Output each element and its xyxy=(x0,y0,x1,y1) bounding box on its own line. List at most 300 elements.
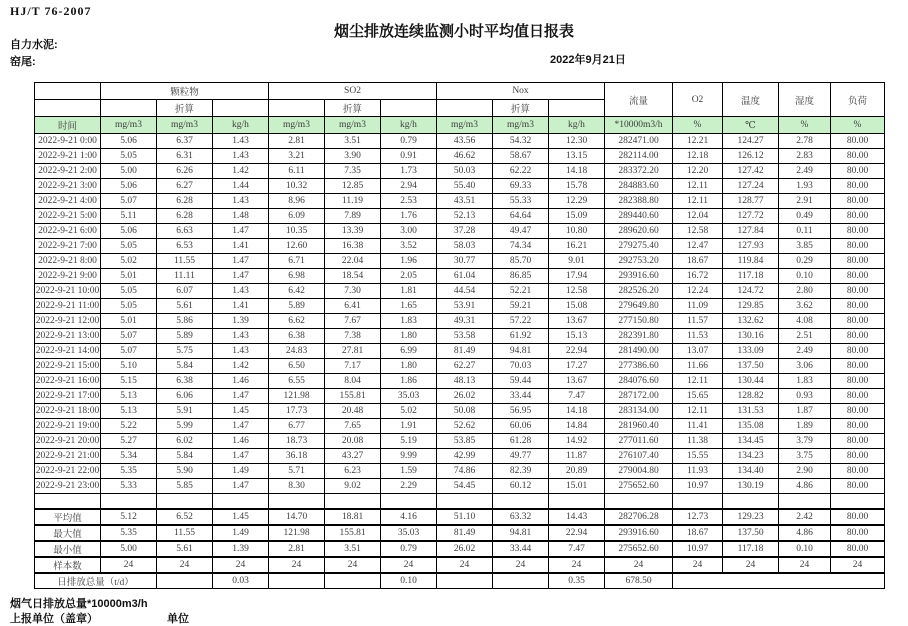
value-cell: 27.81 xyxy=(325,344,381,359)
table-row xyxy=(35,374,885,389)
value-cell: 13.39 xyxy=(325,224,381,239)
value-cell: 54.45 xyxy=(437,479,493,494)
value-cell: 43.27 xyxy=(325,449,381,464)
empty-cell xyxy=(493,494,549,510)
monitoring-table xyxy=(34,82,885,589)
value-cell: 24 xyxy=(437,557,493,573)
header-spacer xyxy=(213,100,269,117)
value-cell: 282706.28 xyxy=(605,509,673,525)
value-cell: 131.53 xyxy=(723,404,779,419)
value-cell: 289440.60 xyxy=(605,209,673,224)
value-cell: 275652.60 xyxy=(605,479,673,494)
value-cell: 80.00 xyxy=(831,479,885,494)
value-cell: 1.80 xyxy=(381,329,437,344)
value-cell: 12.58 xyxy=(673,224,723,239)
value-cell: 80.00 xyxy=(831,541,885,557)
value-cell: 10.32 xyxy=(269,179,325,194)
time-header: 时间 xyxy=(35,117,101,134)
value-cell: 7.67 xyxy=(325,314,381,329)
value-cell: 24 xyxy=(269,557,325,573)
value-cell: 49.47 xyxy=(493,224,549,239)
value-cell: 13.67 xyxy=(549,314,605,329)
unit-cell: ℃ xyxy=(723,117,779,134)
value-cell: 5.85 xyxy=(157,479,213,494)
value-cell: 7.89 xyxy=(325,209,381,224)
value-cell: 4.86 xyxy=(779,525,831,541)
empty-cell xyxy=(549,494,605,510)
value-cell: 130.16 xyxy=(723,329,779,344)
value-cell: 5.13 xyxy=(101,404,157,419)
value-cell: 5.35 xyxy=(101,464,157,479)
company-label: 自力水泥: xyxy=(10,39,58,51)
value-cell: 2.83 xyxy=(779,149,831,164)
value-cell: 18.73 xyxy=(269,434,325,449)
value-cell: 12.11 xyxy=(673,194,723,209)
value-cell: 81.49 xyxy=(437,525,493,541)
daily-total-label: 日排放总量（t/d） xyxy=(35,573,157,589)
value-cell: 18.67 xyxy=(673,525,723,541)
time-cell: 2022-9-21 5:00 xyxy=(35,209,101,224)
value-cell: 86.85 xyxy=(493,269,549,284)
value-cell: 5.61 xyxy=(157,299,213,314)
value-cell: 6.52 xyxy=(157,509,213,525)
value-cell: 9.99 xyxy=(381,449,437,464)
time-cell: 2022-9-21 17:00 xyxy=(35,389,101,404)
value-cell: 121.98 xyxy=(269,389,325,404)
value-cell: 80.00 xyxy=(831,224,885,239)
value-cell: 80.00 xyxy=(831,419,885,434)
value-cell: 7.47 xyxy=(549,541,605,557)
value-cell: 292753.20 xyxy=(605,254,673,269)
table-row xyxy=(35,134,885,149)
header-spacer xyxy=(269,100,325,117)
value-cell xyxy=(493,573,549,589)
value-cell: 281490.00 xyxy=(605,344,673,359)
table-row xyxy=(35,389,885,404)
value-cell: 15.01 xyxy=(549,479,605,494)
value-cell: 7.17 xyxy=(325,359,381,374)
value-cell: 10.35 xyxy=(269,224,325,239)
empty-cell xyxy=(673,494,723,510)
value-cell: 5.02 xyxy=(101,254,157,269)
value-cell: 11.87 xyxy=(549,449,605,464)
value-cell: 6.55 xyxy=(269,374,325,389)
value-cell: 22.04 xyxy=(325,254,381,269)
value-cell: 3.21 xyxy=(269,149,325,164)
value-cell: 117.18 xyxy=(723,541,779,557)
value-cell: 132.62 xyxy=(723,314,779,329)
time-cell: 2022-9-21 7:00 xyxy=(35,239,101,254)
value-cell: 30.77 xyxy=(437,254,493,269)
empty-cell xyxy=(381,494,437,510)
value-cell: 5.91 xyxy=(157,404,213,419)
value-cell: 15.13 xyxy=(549,329,605,344)
daily-total-row xyxy=(35,573,885,589)
value-cell: 6.27 xyxy=(157,179,213,194)
value-cell: 282391.80 xyxy=(605,329,673,344)
unit-cell: *10000m3/h xyxy=(605,117,673,134)
value-cell: 80.00 xyxy=(831,179,885,194)
value-cell xyxy=(157,573,213,589)
table-row xyxy=(35,329,885,344)
value-cell: 0.11 xyxy=(779,224,831,239)
value-cell: 1.47 xyxy=(213,254,269,269)
value-cell: 94.81 xyxy=(493,344,549,359)
time-cell: 2022-9-21 12:00 xyxy=(35,314,101,329)
value-cell: 3.06 xyxy=(779,359,831,374)
time-cell: 2022-9-21 3:00 xyxy=(35,179,101,194)
value-cell: 287172.00 xyxy=(605,389,673,404)
value-cell: 6.26 xyxy=(157,164,213,179)
value-cell: 11.38 xyxy=(673,434,723,449)
value-cell: 11.09 xyxy=(673,299,723,314)
value-cell: 6.98 xyxy=(269,269,325,284)
value-cell: 3.90 xyxy=(325,149,381,164)
value-cell: 1.91 xyxy=(381,419,437,434)
summary-label: 最大值 xyxy=(35,525,101,541)
value-cell: 5.01 xyxy=(101,314,157,329)
time-cell: 2022-9-21 22:00 xyxy=(35,464,101,479)
value-cell: 289620.60 xyxy=(605,224,673,239)
subheader-nox-converted: 折算 xyxy=(493,100,549,117)
table-row xyxy=(35,179,885,194)
value-cell: 6.07 xyxy=(157,284,213,299)
empty-cell xyxy=(101,494,157,510)
value-cell: 282114.00 xyxy=(605,149,673,164)
value-cell: 5.86 xyxy=(157,314,213,329)
value-cell: 9.01 xyxy=(549,254,605,269)
value-cell: 43.56 xyxy=(437,134,493,149)
value-cell: 293916.60 xyxy=(605,525,673,541)
header-spacer xyxy=(549,100,605,117)
value-cell: 50.03 xyxy=(437,164,493,179)
value-cell: 12.24 xyxy=(673,284,723,299)
value-cell: 20.89 xyxy=(549,464,605,479)
value-cell: 14.92 xyxy=(549,434,605,449)
value-cell: 12.04 xyxy=(673,209,723,224)
value-cell: 7.30 xyxy=(325,284,381,299)
value-cell: 49.31 xyxy=(437,314,493,329)
value-cell: 12.18 xyxy=(673,149,723,164)
value-cell: 4.08 xyxy=(779,314,831,329)
time-cell: 2022-9-21 6:00 xyxy=(35,224,101,239)
value-cell: 0.49 xyxy=(779,209,831,224)
value-cell xyxy=(269,573,325,589)
value-cell: 24 xyxy=(213,557,269,573)
table-row xyxy=(35,464,885,479)
value-cell: 1.46 xyxy=(213,434,269,449)
value-cell: 80.00 xyxy=(831,314,885,329)
reporting-unit-seal-label: 上报单位（盖章） xyxy=(10,613,98,625)
value-cell: 1.49 xyxy=(213,464,269,479)
time-cell: 2022-9-21 11:00 xyxy=(35,299,101,314)
value-cell: 24 xyxy=(157,557,213,573)
site-label: 窑尾: xyxy=(10,56,36,68)
summary-row xyxy=(35,557,885,573)
value-cell: 2.91 xyxy=(779,194,831,209)
value-cell: 0.10 xyxy=(779,541,831,557)
value-cell: 35.03 xyxy=(381,525,437,541)
time-cell: 2022-9-21 15:00 xyxy=(35,359,101,374)
value-cell: 10.97 xyxy=(673,479,723,494)
value-cell: 14.43 xyxy=(549,509,605,525)
value-cell: 15.65 xyxy=(673,389,723,404)
unit-cell: % xyxy=(673,117,723,134)
value-cell: 1.42 xyxy=(213,359,269,374)
value-cell: 24 xyxy=(723,557,779,573)
value-cell: 61.04 xyxy=(437,269,493,284)
value-cell: 126.12 xyxy=(723,149,779,164)
value-cell: 20.48 xyxy=(325,404,381,419)
value-cell: 81.49 xyxy=(437,344,493,359)
value-cell: 127.72 xyxy=(723,209,779,224)
value-cell: 281960.40 xyxy=(605,419,673,434)
value-cell: 26.02 xyxy=(437,389,493,404)
value-cell: 62.27 xyxy=(437,359,493,374)
header-spacer xyxy=(101,100,157,117)
value-cell: 11.55 xyxy=(157,254,213,269)
value-cell: 59.44 xyxy=(493,374,549,389)
value-cell: 33.44 xyxy=(493,541,549,557)
value-cell: 80.00 xyxy=(831,509,885,525)
value-cell: 11.57 xyxy=(673,314,723,329)
value-cell: 6.11 xyxy=(269,164,325,179)
value-cell: 52.13 xyxy=(437,209,493,224)
value-cell: 35.03 xyxy=(381,389,437,404)
value-cell: 1.47 xyxy=(213,269,269,284)
borderless-filler xyxy=(673,573,885,589)
value-cell: 11.66 xyxy=(673,359,723,374)
value-cell: 2.49 xyxy=(779,344,831,359)
value-cell: 80.00 xyxy=(831,269,885,284)
value-cell: 1.43 xyxy=(213,329,269,344)
value-cell: 12.20 xyxy=(673,164,723,179)
value-cell: 1.81 xyxy=(381,284,437,299)
table-row xyxy=(35,404,885,419)
value-cell: 1.89 xyxy=(779,419,831,434)
value-cell: 6.23 xyxy=(325,464,381,479)
group-header-nox: Nox xyxy=(437,83,605,100)
value-cell: 1.83 xyxy=(381,314,437,329)
value-cell: 5.99 xyxy=(157,419,213,434)
value-cell: 127.24 xyxy=(723,179,779,194)
value-cell: 53.85 xyxy=(437,434,493,449)
value-cell: 53.58 xyxy=(437,329,493,344)
value-cell: 5.75 xyxy=(157,344,213,359)
report-date: 2022年9月21日 xyxy=(550,54,626,66)
value-cell: 0.91 xyxy=(381,149,437,164)
value-cell: 5.10 xyxy=(101,359,157,374)
value-cell: 24 xyxy=(605,557,673,573)
unit-cell: % xyxy=(831,117,885,134)
value-cell: 15.09 xyxy=(549,209,605,224)
value-cell: 6.41 xyxy=(325,299,381,314)
value-cell: 5.00 xyxy=(101,541,157,557)
value-cell: 1.44 xyxy=(213,179,269,194)
unit-cell: mg/m3 xyxy=(493,117,549,134)
table-row xyxy=(35,419,885,434)
value-cell: 127.93 xyxy=(723,239,779,254)
value-cell: 275652.60 xyxy=(605,541,673,557)
value-cell: 80.00 xyxy=(831,389,885,404)
value-cell: 74.86 xyxy=(437,464,493,479)
value-cell: 277386.60 xyxy=(605,359,673,374)
value-cell: 56.95 xyxy=(493,404,549,419)
value-cell: 277150.80 xyxy=(605,314,673,329)
value-cell: 24 xyxy=(381,557,437,573)
value-cell: 8.96 xyxy=(269,194,325,209)
value-cell: 0.29 xyxy=(779,254,831,269)
unit-cell: mg/m3 xyxy=(325,117,381,134)
value-cell: 18.67 xyxy=(673,254,723,269)
table-row xyxy=(35,239,885,254)
value-cell: 14.18 xyxy=(549,404,605,419)
header-spacer xyxy=(35,83,101,100)
value-cell: 80.00 xyxy=(831,344,885,359)
header-row-groups xyxy=(35,83,885,100)
unit-cell: mg/m3 xyxy=(157,117,213,134)
value-cell: 1.43 xyxy=(213,194,269,209)
header-spacer xyxy=(381,100,437,117)
value-cell: 129.23 xyxy=(723,509,779,525)
value-cell: 1.86 xyxy=(381,374,437,389)
value-cell: 279649.80 xyxy=(605,299,673,314)
value-cell: 1.41 xyxy=(213,239,269,254)
value-cell: 6.99 xyxy=(381,344,437,359)
value-cell: 80.00 xyxy=(831,434,885,449)
value-cell: 61.28 xyxy=(493,434,549,449)
table-body xyxy=(35,134,885,589)
value-cell: 5.34 xyxy=(101,449,157,464)
value-cell: 11.19 xyxy=(325,194,381,209)
time-cell: 2022-9-21 9:00 xyxy=(35,269,101,284)
empty-cell xyxy=(779,494,831,510)
summary-row xyxy=(35,509,885,525)
value-cell: 63.32 xyxy=(493,509,549,525)
value-cell: 2.81 xyxy=(269,541,325,557)
value-cell: 16.72 xyxy=(673,269,723,284)
value-cell: 24 xyxy=(325,557,381,573)
unit-cell: kg/h xyxy=(549,117,605,134)
value-cell: 10.97 xyxy=(673,541,723,557)
value-cell: 18.54 xyxy=(325,269,381,284)
unit-cell: mg/m3 xyxy=(437,117,493,134)
value-cell: 135.08 xyxy=(723,419,779,434)
value-cell: 283372.20 xyxy=(605,164,673,179)
value-cell: 0.79 xyxy=(381,541,437,557)
value-cell: 1.47 xyxy=(213,224,269,239)
value-cell: 13.07 xyxy=(673,344,723,359)
empty-cell xyxy=(269,494,325,510)
value-cell: 61.92 xyxy=(493,329,549,344)
value-cell: 282388.80 xyxy=(605,194,673,209)
value-cell: 5.12 xyxy=(101,509,157,525)
value-cell: 1.45 xyxy=(213,509,269,525)
table-row xyxy=(35,224,885,239)
unit-cell: kg/h xyxy=(213,117,269,134)
value-cell: 12.11 xyxy=(673,179,723,194)
header-humidity: 湿度 xyxy=(779,83,831,117)
value-cell: 5.89 xyxy=(269,299,325,314)
value-cell: 5.07 xyxy=(101,194,157,209)
value-cell xyxy=(325,573,381,589)
value-cell: 80.00 xyxy=(831,404,885,419)
value-cell: 6.38 xyxy=(269,329,325,344)
time-cell: 2022-9-21 14:00 xyxy=(35,344,101,359)
value-cell: 6.77 xyxy=(269,419,325,434)
table-row xyxy=(35,194,885,209)
value-cell: 133.09 xyxy=(723,344,779,359)
time-cell: 2022-9-21 10:00 xyxy=(35,284,101,299)
value-cell: 12.47 xyxy=(673,239,723,254)
value-cell: 2.78 xyxy=(779,134,831,149)
value-cell: 54.32 xyxy=(493,134,549,149)
header-temperature: 温度 xyxy=(723,83,779,117)
value-cell: 279275.40 xyxy=(605,239,673,254)
value-cell: 1.47 xyxy=(213,449,269,464)
value-cell: 12.21 xyxy=(673,134,723,149)
value-cell: 3.51 xyxy=(325,541,381,557)
value-cell: 52.62 xyxy=(437,419,493,434)
table-header xyxy=(35,83,885,134)
value-cell: 10.80 xyxy=(549,224,605,239)
value-cell: 24 xyxy=(493,557,549,573)
value-cell: 6.31 xyxy=(157,149,213,164)
value-cell: 121.98 xyxy=(269,525,325,541)
value-cell: 130.44 xyxy=(723,374,779,389)
header-spacer xyxy=(35,100,101,117)
value-cell: 6.02 xyxy=(157,434,213,449)
value-cell: 124.27 xyxy=(723,134,779,149)
empty-cell xyxy=(437,494,493,510)
header-spacer xyxy=(437,100,493,117)
value-cell: 3.75 xyxy=(779,449,831,464)
value-cell: 1.43 xyxy=(213,149,269,164)
unit-cell: % xyxy=(779,117,831,134)
value-cell: 5.06 xyxy=(101,179,157,194)
value-cell: 80.00 xyxy=(831,284,885,299)
value-cell: 12.11 xyxy=(673,374,723,389)
value-cell: 80.00 xyxy=(831,239,885,254)
value-cell: 1.80 xyxy=(381,359,437,374)
value-cell: 80.00 xyxy=(831,299,885,314)
value-cell: 1.43 xyxy=(213,344,269,359)
value-cell: 20.08 xyxy=(325,434,381,449)
value-cell: 74.34 xyxy=(493,239,549,254)
value-cell: 80.00 xyxy=(831,329,885,344)
value-cell: 55.33 xyxy=(493,194,549,209)
value-cell: 5.05 xyxy=(101,239,157,254)
value-cell: 277011.60 xyxy=(605,434,673,449)
value-cell: 5.19 xyxy=(381,434,437,449)
value-cell: 5.71 xyxy=(269,464,325,479)
value-cell: 33.44 xyxy=(493,389,549,404)
time-cell: 2022-9-21 18:00 xyxy=(35,404,101,419)
value-cell: 1.73 xyxy=(381,164,437,179)
summary-label: 最小值 xyxy=(35,541,101,557)
value-cell: 52.21 xyxy=(493,284,549,299)
value-cell: 5.84 xyxy=(157,359,213,374)
value-cell: 6.09 xyxy=(269,209,325,224)
value-cell: 11.41 xyxy=(673,419,723,434)
value-cell: 0.03 xyxy=(213,573,269,589)
table-row xyxy=(35,299,885,314)
time-cell: 2022-9-21 19:00 xyxy=(35,419,101,434)
value-cell: 3.79 xyxy=(779,434,831,449)
value-cell: 1.45 xyxy=(213,404,269,419)
value-cell: 0.10 xyxy=(381,573,437,589)
value-cell: 6.37 xyxy=(157,134,213,149)
